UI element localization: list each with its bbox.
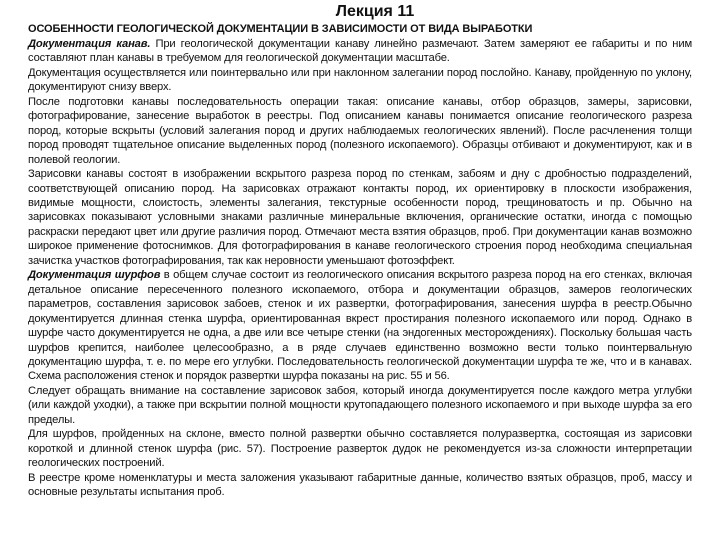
paragraph-ditches-sequence: После подготовки канавы последовательность операции такая: описание канавы, отбор образцов, замеры, зарисовки, фотографирование, занесение выработок в реестры. Под описанием канавы понимается описание геологического разреза пород, которые вскрыты (условий залегания пород и других наблюдаемых геологических явлений). После расчленения толщи пород проводят тщательное описание выделенных пород (полезного ископаемого). Образцы отбивают и документируют, как и в полевой геологии. <box>28 95 692 166</box>
paragraph-pits-register: В реестре кроме номенклатуры и места заложения указывают габаритные данные, количество взятых образцов, проб, массу и основные результаты испытания проб. <box>28 471 692 499</box>
section-title: ОСОБЕННОСТИ ГЕОЛОГИЧЕСКОЙ ДОКУМЕНТАЦИИ В ЗАВИСИМОСТИ ОТ ВИДА ВЫРАБОТКИ <box>28 23 533 35</box>
paragraph-ditches-sketches: Зарисовки канавы состоят в изображении вскрытого разреза пород по стенкам, забоям и дну с дробностью подразделений, соответствующей описанию пород. На зарисовках отражают контакты пород, их ориентировку в плоскости изображения, видимые мощности, слоистость, элементы залегания, текстурные особенности пород, трещиноватость и пр. Обычно на зарисовках показывают условными знаками различные минеральные включения, органические остатки, иногда с помощью раскраски передают цвет или другие различия пород. Отмечают места взятия образцов, проб. При документации канав возможно широкое применение фотоснимков. Для фотографирования в канаве геологического строения пород необходима специальная зачистка участков фотографирования, так как неровности уменьшают фотоэффект. <box>28 168 692 267</box>
paragraph-ditches-intro <box>28 37 692 66</box>
paragraph-pits-intro <box>28 268 692 384</box>
paragraph-text: При геологической документации канаву линейно размечают. Затем замеряют ее габариты и по ним составляют план канавы в требуемом для геологической документации масштабе. <box>28 38 692 65</box>
paragraph-lead-ditches: Документация канав. <box>28 38 151 50</box>
body-text <box>28 37 692 500</box>
lecture-title: Лекция 11 <box>335 3 415 20</box>
paragraph-pits-slope: Для шурфов, пройденных на склоне, вместо полной развертки обычно составляется полуразвертка, состоящая из зарисовки короткой и длинной стенок шурфа (рис. 57). Построение разверток дудок не рекомендуется из-за сложности интерпретации геологических построений. <box>28 428 692 470</box>
paragraph-lead-pits: Документация шурфов <box>28 269 161 282</box>
paragraph-pits-face-sketches: Следует обращать внимание на составление зарисовок забоя, который иногда документируется после каждого метра углубки (или каждой уходки), а также при вскрытии полной мощности крутопадающего полезного ископаемого и при выходе шурфа за его пределы. <box>28 384 692 426</box>
paragraph-text: в общем случае состоит из геологического описания вскрытого разреза пород на его стенках, включая детальное описание пересеченного полезного ископаемого, отбора и документации образцов, замеров геологических параметров, составления зарисовок забоев, стенок и их развертки, фотографирования, занесения шурфа в реестр.Обычно документируется длинная стенка шурфа, ориентированная вкрест простирания полезного ископаемого или пород. Однако в шурфе часто документируется не одна, а две или все четыре стенки (на эндогенных месторождениях). Поскольку большая часть шурфов крепится, наиболее целесообразно, а в ряде случаев единственно возможно вести только поинтервальную документацию шурфа, т. е. по мере его углубки. Последовательность геологической документации шурфа те же, что и в канавах. Схема расположения стенок и порядок развертки шурфа показаны на рис. 55 и 56. <box>28 269 692 383</box>
paragraph-ditches-method: Документация осуществляется или поинтервально или при наклонном залегании пород послойно. Канаву, пройденную по уклону, документируют снизу вверх. <box>28 66 692 94</box>
